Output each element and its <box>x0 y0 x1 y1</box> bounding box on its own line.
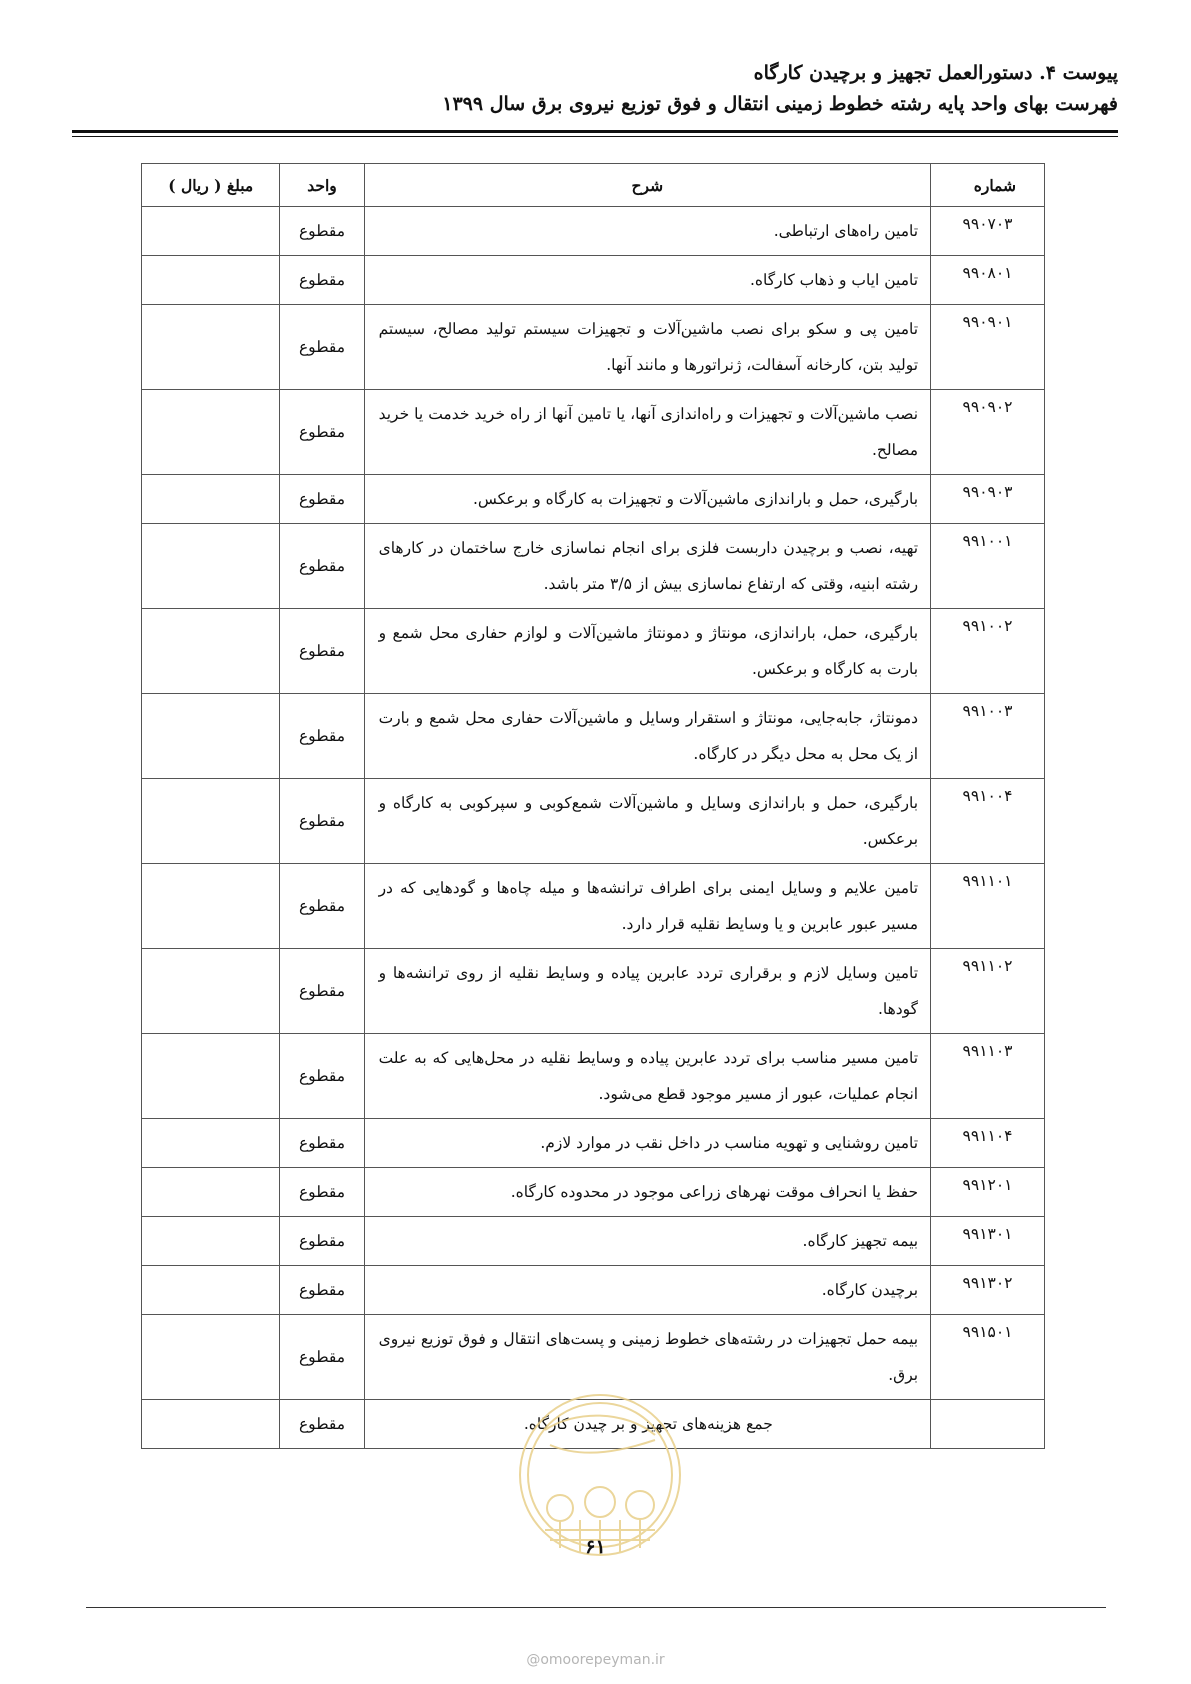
item-description: دمونتاژ، جابه‌جایی، مونتاژ و استقرار وسایل و ماشین‌آلات حفاری محل شمع و بارت از یک محل به محل دیگر در کارگاه. <box>364 694 931 779</box>
item-description: بارگیری، حمل و باراندازی ماشین‌آلات و تجهیزات به کارگاه و برعکس. <box>364 475 931 524</box>
item-amount <box>142 305 280 390</box>
table-row <box>142 256 1045 305</box>
item-description: حفظ یا انحراف موقت نهرهای زراعی موجود در محدوده کارگاه. <box>364 1168 931 1217</box>
item-unit: مقطوع <box>280 949 364 1034</box>
item-number: ۹۹۱۱۰۲ <box>931 949 1045 1034</box>
table-row <box>142 1119 1045 1168</box>
column-header-number: شماره <box>931 164 1045 207</box>
table-row <box>142 949 1045 1034</box>
seal-logo-icon <box>505 1390 695 1560</box>
item-description: بارگیری، حمل، باراندازی، مونتاژ و دمونتاژ ماشین‌آلات و لوازم حفاری محل شمع و بارت به کارگاه و برعکس. <box>364 609 931 694</box>
item-unit: مقطوع <box>280 390 364 475</box>
page-number: ۶۱ <box>585 1536 606 1558</box>
table-header-row <box>142 164 1045 207</box>
item-unit: مقطوع <box>280 609 364 694</box>
total-description: جمع هزینه‌های تجهیز و بر چیدن کارگاه. <box>364 1400 931 1449</box>
item-unit: مقطوع <box>280 1217 364 1266</box>
table-row <box>142 609 1045 694</box>
item-description: تامین روشنایی و تهویه مناسب در داخل نقب در موارد لازم. <box>364 1119 931 1168</box>
item-number: ۹۹۱۰۰۳ <box>931 694 1045 779</box>
document-header <box>72 58 1118 120</box>
item-description: تامین ایاب و ذهاب کارگاه. <box>364 256 931 305</box>
table-row <box>142 390 1045 475</box>
item-amount <box>142 864 280 949</box>
table-row <box>142 694 1045 779</box>
item-description: بیمه تجهیز کارگاه. <box>364 1217 931 1266</box>
item-unit: مقطوع <box>280 779 364 864</box>
item-unit: مقطوع <box>280 207 364 256</box>
price-table <box>141 163 1045 1449</box>
item-amount <box>142 256 280 305</box>
item-number: ۹۹۱۱۰۳ <box>931 1034 1045 1119</box>
total-amount <box>142 1400 280 1449</box>
table-row <box>142 475 1045 524</box>
item-unit: مقطوع <box>280 1266 364 1315</box>
table-body <box>142 207 1045 1449</box>
footer-rule <box>86 1607 1106 1608</box>
item-number: ۹۹۱۱۰۱ <box>931 864 1045 949</box>
item-unit: مقطوع <box>280 256 364 305</box>
item-description: بارگیری، حمل و باراندازی وسایل و ماشین‌آلات شمع‌کوبی و سپرکوبی به کارگاه و برعکس. <box>364 779 931 864</box>
item-amount <box>142 390 280 475</box>
table-row <box>142 1266 1045 1315</box>
item-description: تامین راه‌های ارتباطی. <box>364 207 931 256</box>
item-amount <box>142 1168 280 1217</box>
item-number: ۹۹۱۲۰۱ <box>931 1168 1045 1217</box>
header-rule-thick <box>72 130 1118 133</box>
item-amount <box>142 779 280 864</box>
item-amount <box>142 1217 280 1266</box>
item-amount <box>142 694 280 779</box>
item-number: ۹۹۰۹۰۲ <box>931 390 1045 475</box>
item-number: ۹۹۰۷۰۳ <box>931 207 1045 256</box>
table-row <box>142 1168 1045 1217</box>
item-description: بیمه حمل تجهیزات در رشته‌های خطوط زمینی و پست‌های انتقال و فوق توزیع نیروی برق. <box>364 1315 931 1400</box>
table-row <box>142 1217 1045 1266</box>
total-number-cell <box>931 1400 1045 1449</box>
item-amount <box>142 609 280 694</box>
item-amount <box>142 1034 280 1119</box>
item-number: ۹۹۱۰۰۲ <box>931 609 1045 694</box>
header-rule-thin <box>72 136 1118 137</box>
table-row <box>142 305 1045 390</box>
column-header-unit: واحد <box>280 164 364 207</box>
item-amount <box>142 207 280 256</box>
column-header-description: شرح <box>364 164 931 207</box>
item-unit: مقطوع <box>280 305 364 390</box>
item-description: برچیدن کارگاه. <box>364 1266 931 1315</box>
table-row <box>142 864 1045 949</box>
item-description: تامین علایم و وسایل ایمنی برای اطراف ترانشه‌ها و میله چاه‌ها و گودهایی که در مسیر عبور عابرین و یا وسایط نقلیه قرار دارد. <box>364 864 931 949</box>
item-number: ۹۹۰۹۰۱ <box>931 305 1045 390</box>
item-unit: مقطوع <box>280 864 364 949</box>
price-list-title: فهرست بهای واحد پایه رشته خطوط زمینی انتقال و فوق توزیع نیروی برق سال ۱۳۹۹ <box>442 93 1118 115</box>
item-amount <box>142 524 280 609</box>
item-unit: مقطوع <box>280 1168 364 1217</box>
item-amount <box>142 1266 280 1315</box>
column-header-amount: مبلغ ( ریال ) <box>142 164 280 207</box>
item-unit: مقطوع <box>280 694 364 779</box>
table-row <box>142 1315 1045 1400</box>
item-description: تهیه، نصب و برچیدن داربست فلزی برای انجام نماسازی خارج ساختمان در کارهای رشته ابنیه، وقتی که ارتفاع نماسازی بیش از ۳/۵ متر باشد. <box>364 524 931 609</box>
watermark-url: @omoorepeyman.ir <box>526 1652 665 1668</box>
item-number: ۹۹۱۳۰۱ <box>931 1217 1045 1266</box>
item-unit: مقطوع <box>280 1034 364 1119</box>
item-amount <box>142 1119 280 1168</box>
item-number: ۹۹۰۹۰۳ <box>931 475 1045 524</box>
item-amount <box>142 1315 280 1400</box>
item-number: ۹۹۰۸۰۱ <box>931 256 1045 305</box>
total-unit: مقطوع <box>280 1400 364 1449</box>
item-description: تامین وسایل لازم و برقراری تردد عابرین پیاده و وسایط نقلیه از روی ترانشه‌ها و گودها. <box>364 949 931 1034</box>
item-unit: مقطوع <box>280 475 364 524</box>
item-unit: مقطوع <box>280 1119 364 1168</box>
item-description: نصب ماشین‌آلات و تجهیزات و راه‌اندازی آنها، یا تامین آنها از راه خرید خدمت یا خرید مصالح. <box>364 390 931 475</box>
item-amount <box>142 475 280 524</box>
table-row <box>142 524 1045 609</box>
table-row <box>142 1034 1045 1119</box>
item-number: ۹۹۱۰۰۴ <box>931 779 1045 864</box>
item-number: ۹۹۱۰۰۱ <box>931 524 1045 609</box>
item-number: ۹۹۱۳۰۲ <box>931 1266 1045 1315</box>
item-description: تامین پی و سکو برای نصب ماشین‌آلات و تجهیزات سیستم تولید مصالح، سیستم تولید بتن، کارخانه آسفالت، ژنراتورها و مانند آنها. <box>364 305 931 390</box>
item-number: ۹۹۱۱۰۴ <box>931 1119 1045 1168</box>
item-unit: مقطوع <box>280 524 364 609</box>
item-description: تامین مسیر مناسب برای تردد عابرین پیاده و وسایط نقلیه در محل‌هایی که به علت انجام عملیات، عبور از مسیر موجود قطع می‌شود. <box>364 1034 931 1119</box>
item-amount <box>142 949 280 1034</box>
item-number: ۹۹۱۵۰۱ <box>931 1315 1045 1400</box>
item-unit: مقطوع <box>280 1315 364 1400</box>
table-row <box>142 207 1045 256</box>
appendix-title: پیوست ۴. دستورالعمل تجهیز و برچیدن کارگاه <box>753 62 1118 84</box>
table-row <box>142 779 1045 864</box>
